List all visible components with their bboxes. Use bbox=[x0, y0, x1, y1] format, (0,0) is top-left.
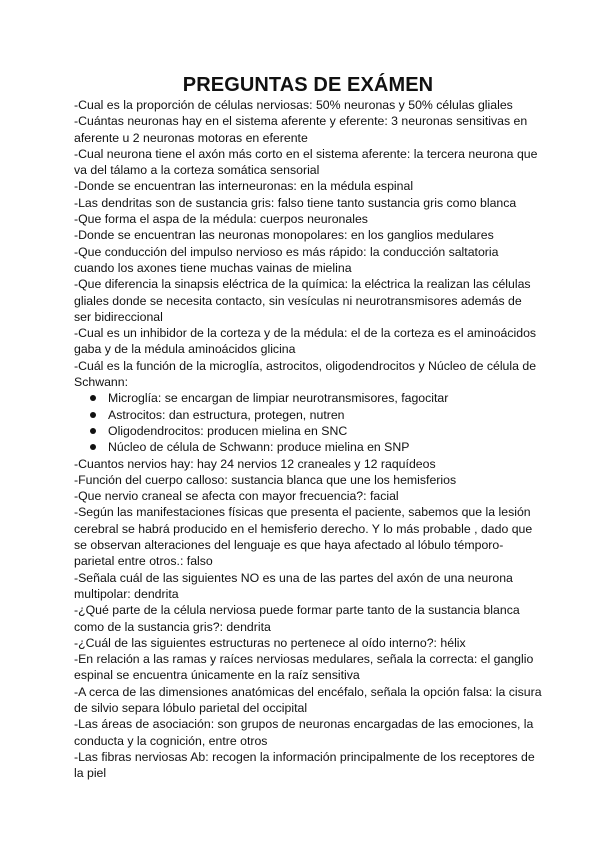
bullet-icon bbox=[90, 395, 96, 401]
question-line: -Donde se encuentran las interneuronas: en la médula espinal bbox=[74, 179, 414, 194]
list-item bbox=[108, 439, 542, 455]
list-item-text: Oligodendrocitos: producen mielina en SNC bbox=[108, 423, 348, 438]
question-line: -Que diferencia la sinapsis eléctrica de la química: la eléctrica la realizan las células gliales donde se necesita contacto, sin vesículas ni neurotransmisores además de ser bidireccional bbox=[74, 277, 531, 324]
question-line: -Que conducción del impulso nervioso es más rápido: la conducción saltatoria cuando los axones tiene muchas vainas de mielina bbox=[74, 244, 499, 275]
question-list-before bbox=[74, 97, 542, 390]
question-line: -Señala cuál de las siguientes NO es una de las partes del axón de una neurona multipolar: dendrita bbox=[74, 570, 513, 601]
question-line: -Función del cuerpo calloso: sustancia blanca que une los hemisferios bbox=[74, 472, 457, 487]
question-line: -Cuantos nervios hay: hay 24 nervios 12 craneales y 12 raquídeos bbox=[74, 456, 436, 471]
question-line: -Cuántas neuronas hay en el sistema aferente y eferente: 3 neuronas sensitivas en aferente u 2 neuronas motoras en eferente bbox=[74, 114, 528, 145]
question-line: -Que forma el aspa de la médula: cuerpos neuronales bbox=[74, 212, 368, 227]
question-line: -Cual neurona tiene el axón más corto en el sistema aferente: la tercera neurona que va del tálamo a la corteza somática sensorial bbox=[74, 146, 538, 178]
bullet-icon bbox=[90, 428, 96, 434]
bullet-icon bbox=[90, 444, 96, 450]
question-line: -Las dendritas son de sustancia gris: falso tiene tanto sustancia gris como blanca bbox=[74, 195, 517, 210]
question-line: -¿Cuál de las siguientes estructuras no pertenece al oído interno?: hélix bbox=[74, 635, 466, 650]
list-item-text: Astrocitos: dan estructura, protegen, nutren bbox=[108, 407, 345, 422]
bullet-icon bbox=[90, 412, 96, 418]
question-line: -Cuál es la función de la microglía, astrocitos, oligodendrocitos y Núcleo de célula de Schwann: bbox=[74, 358, 537, 390]
cell-function-list bbox=[74, 390, 542, 455]
question-line: -¿Qué parte de la célula nerviosa puede formar parte tanto de la sustancia blanca como de la sustancia gris?: dendrita bbox=[74, 603, 520, 634]
list-item bbox=[108, 423, 542, 439]
question-list-after bbox=[74, 456, 542, 782]
question-line: -En relación a las ramas y raíces nerviosas medulares, señala la correcta: el ganglio espinal se encuentra únicamente en la raíz sensitiva bbox=[74, 652, 534, 683]
question-line: -A cerca de las dimensiones anatómicas del encéfalo, señala la opción falsa: la cisura de silvio separa lóbulo parietal del occipital bbox=[74, 684, 542, 715]
question-line: -Cual es la proporción de células nerviosas: 50% neuronas y 50% células gliales bbox=[74, 98, 513, 112]
question-line: -Que nervio craneal se afecta con mayor frecuencia?: facial bbox=[74, 489, 399, 504]
question-line: -Donde se encuentran las neuronas monopolares: en los ganglios medulares bbox=[74, 228, 494, 243]
question-line: -Las fibras nerviosas Ab: recogen la información principalmente de los receptores de la piel bbox=[74, 749, 535, 781]
question-line: -Según las manifestaciones físicas que presenta el paciente, sabemos que la lesión cerebral se habrá producido en el hemisferio derecho. Y lo más probable , dado que se observan alteraciones del lenguaje es que haya afectado al lóbulo témporo-parietal entre otros.: falso bbox=[74, 505, 533, 569]
question-line: -Las áreas de asociación: son grupos de neuronas encargadas de las emociones, la conducta y la cognición, entre otros bbox=[74, 717, 534, 748]
list-item-text: Microglía: se encargan de limpiar neurotransmisores, fagocitar bbox=[108, 391, 449, 406]
list-item-text: Núcleo de célula de Schwann: produce mielina en SNP bbox=[108, 440, 410, 455]
question-line: -Cual es un inhibidor de la corteza y de la médula: el de la corteza es el aminoácidos gaba y de la médula aminoácidos glicina bbox=[74, 326, 537, 357]
list-item bbox=[108, 390, 542, 406]
document-title: PREGUNTAS DE EXÁMEN bbox=[182, 74, 434, 96]
list-item bbox=[108, 407, 542, 423]
